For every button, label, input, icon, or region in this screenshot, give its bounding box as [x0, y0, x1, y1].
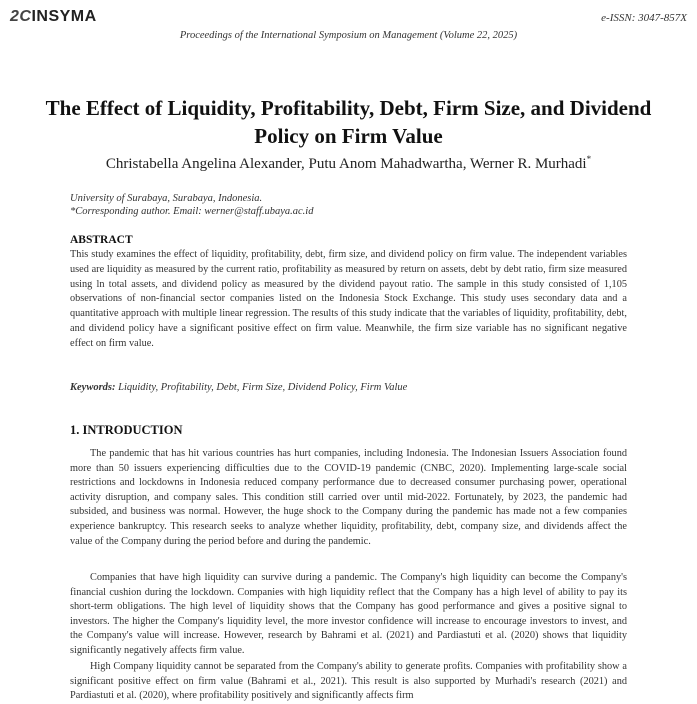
- paper-title: The Effect of Liquidity, Profitability, Debt, Firm Size, and Dividend Policy on Firm Value: [45, 96, 652, 148]
- body-paragraph: High Company liquidity cannot be separated from the Company's ability to generate profits. Companies with profitability show a significant positive effect on firm value (Bahrami et al., 2021). This result is also supported by Murhadi's research (2021) and Pardiastuti et al. (2020), where profitability positively and significantly affects firm: [70, 661, 627, 702]
- affiliation: University of Surabaya, Surabaya, Indonesia.: [70, 193, 263, 204]
- conference-logo: [10, 8, 97, 26]
- author-names: Christabella Angelina Alexander, Putu Anom Mahadwartha, Werner R. Murhadi: [105, 156, 587, 172]
- abstract-text: This study examines the effect of liquidity, profitability, debt, firm size, and dividend policy on firm value. The independent variables used are liquidity as measured by the current ratio, profitability as measured by return on assets, debt by debt ratio, firm size measured using ln total assets, and dividend policy as measured by the dividend payout ratio. The sample in this study consisted of 1,105 observations of non-financial sector companies listed on the Indonesia Stock Exchange. This study uses secondary data and a quantitative approach with multiple linear regression. The results of this study indicate that the variables of liquidity, profitability, debt, and dividend policy have a significant positive effect on firm value. Meanwhile, the firm size variable has no significant negative effect on firm value.: [70, 249, 627, 349]
- keywords-line: [70, 382, 407, 393]
- body-paragraph: The pandemic that has hit various countries has hurt companies, including Indonesia. The Indonesian Issuers Association found more than 50 issuers experiencing difficulties due to the COVID-19 pandemic (CNBC, 2020). Implementing large-scale social restrictions and lockdowns in Indonesia reduced company performance due to decreased consumer purchasing power, operational activity disruption, and company sales. This condition still carried over until mid-2022. Fortunately, by 2023, the pandemic had subsided, and business was normal. However, the huge shock to the Company during the pandemic has made not a few companies experience bankruptcy. This research seeks to analyze whether liquidity, profitability, debt, company size, and dividends affect the value of the Company during the period before and during the pandemic.: [70, 448, 627, 547]
- keywords-label: Keywords:: [70, 382, 116, 393]
- logo-text: INSYMA: [31, 8, 97, 25]
- affiliation-block: [70, 192, 313, 218]
- corresponding-author: *Corresponding author. Email: werner@staff.ubaya.ac.id: [70, 206, 314, 217]
- abstract-heading: ABSTRACT: [70, 234, 133, 246]
- issn-label: e-ISSN: 3047-857X: [601, 12, 687, 24]
- section-heading: 1. INTRODUCTION: [70, 423, 183, 437]
- keywords-list: Liquidity, Profitability, Debt, Firm Size, Dividend Policy, Firm Value: [118, 382, 408, 393]
- author-list: [20, 154, 677, 173]
- conference-header: Proceedings of the International Symposium on Management (Volume 22, 2025): [179, 30, 518, 41]
- logo-mark: 2C: [10, 8, 32, 25]
- corresponding-mark: *: [586, 154, 592, 164]
- body-paragraph: Companies that have high liquidity can survive during a pandemic. The Company's high liquidity can become the Company's financial cushion during the lockdown. Companies with high liquidity reflect that the Company has a high level of ability to pay its short-term obligations. The high level of liquidity shows that the Company has good performance and gives a positive signal to investors. The higher the Company's liquidity level, the more investor confidence will increase to encourage investors to invest, and the Company's value will increase. However, research by Bahrami et al. (2021) and Pardiastuti et al. (2020) shows that liquidity significantly negatively affects firm value.: [70, 572, 627, 656]
